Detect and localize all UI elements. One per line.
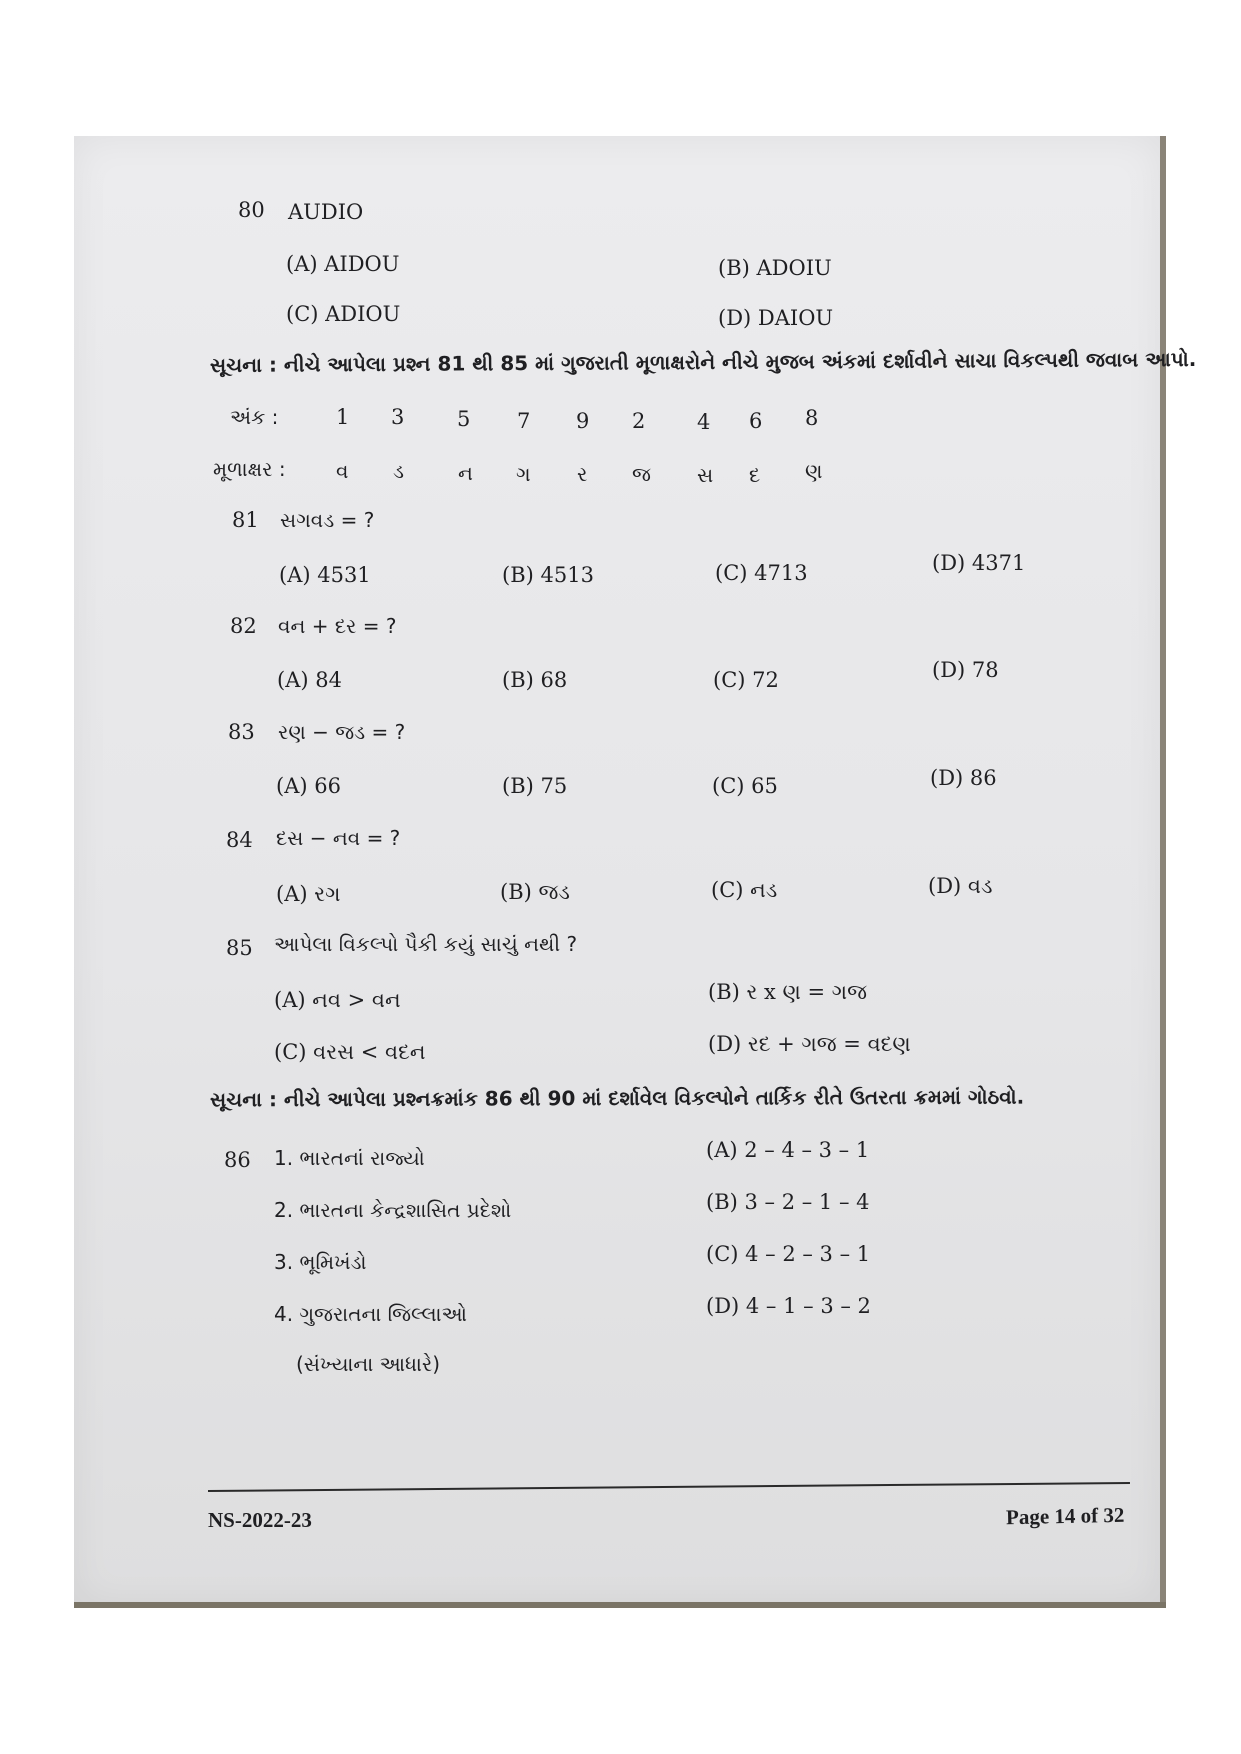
- question-83-option-c: (C) 65: [712, 774, 778, 798]
- question-80-number: 80: [238, 198, 265, 222]
- question-86-number: 86: [224, 1148, 251, 1172]
- question-84-text: દસ − નવ = ?: [276, 826, 401, 850]
- question-85-option-a: (A) નવ > વન: [274, 988, 401, 1012]
- letter-cell: જ: [632, 462, 651, 486]
- question-81-option-b: (B) 4513: [502, 563, 594, 587]
- question-85-option-c: (C) વરસ < વદન: [274, 1040, 426, 1064]
- letter-cell: ગ: [516, 462, 531, 486]
- question-84-option-a: (A) રગ: [276, 882, 341, 906]
- question-85-option-d: (D) રદ + ગજ = વદણ: [708, 1032, 911, 1056]
- question-81-option-d: (D) 4371: [932, 551, 1026, 575]
- letter-cell: ર: [577, 462, 588, 486]
- digit-cell: 9: [576, 409, 590, 433]
- question-81-option-a: (A) 4531: [279, 563, 371, 587]
- question-82-text: વન + દર = ?: [278, 614, 397, 638]
- question-84-number: 84: [226, 828, 253, 852]
- footer-paper-code: NS-2022-23: [208, 1508, 312, 1532]
- letter-cell: ણ: [805, 459, 823, 483]
- question-83-option-d: (D) 86: [930, 766, 997, 790]
- digit-cell: 4: [697, 410, 711, 434]
- letter-cell: ડ: [393, 459, 404, 483]
- letter-cell: દ: [749, 463, 761, 487]
- paper-bottom-edge: [74, 1602, 1166, 1608]
- question-80-option-b: (B) ADOIU: [718, 256, 832, 280]
- question-85-number: 85: [226, 936, 253, 960]
- question-81-text: સગવડ = ?: [280, 508, 375, 532]
- question-80-text: AUDIO: [288, 200, 364, 224]
- question-86-item: 3. ભૂમિખંડો: [274, 1250, 367, 1274]
- question-83-option-a: (A) 66: [276, 774, 341, 798]
- digit-cell: 1: [336, 405, 350, 429]
- digits-row-label: અંક :: [230, 405, 279, 429]
- question-82-option-d: (D) 78: [932, 658, 999, 682]
- question-82-option-b: (B) 68: [502, 668, 568, 692]
- question-86-option-d: (D) 4 – 1 – 3 – 2: [706, 1294, 871, 1318]
- question-86-option-a: (A) 2 – 4 – 3 – 1: [706, 1138, 870, 1162]
- letter-cell: વ: [336, 459, 349, 483]
- question-80-option-c: (C) ADIOU: [286, 302, 401, 326]
- question-86-option-c: (C) 4 – 2 – 3 – 1: [706, 1242, 871, 1266]
- letter-cell: ન: [458, 461, 473, 485]
- question-85-text: આપેલા વિકલ્પો પૈકી કયું સાચું નથી ?: [274, 932, 578, 956]
- question-86-item: 2. ભારતના કેન્દ્રશાસિત પ્રદેશો: [274, 1198, 512, 1222]
- question-83-option-b: (B) 75: [502, 774, 568, 798]
- question-82-option-a: (A) 84: [277, 668, 342, 692]
- question-84-option-b: (B) જડ: [500, 880, 570, 904]
- question-81-option-c: (C) 4713: [715, 561, 808, 585]
- question-86-option-b: (B) 3 – 2 – 1 – 4: [706, 1190, 870, 1214]
- question-86-item: 1. ભારતનાં રાજ્યો: [274, 1146, 425, 1170]
- digit-cell: 7: [517, 409, 531, 433]
- instruction-note-2: સૂચના : નીચે આપેલા પ્રશ્નક્રમાંક 86 થી 90 માં દર્શાવેલ વિકલ્પોને તાર્કિક રીતે ઉતરતા ક્રમમાં ગોઠવો.: [209, 1084, 1025, 1112]
- letter-cell: સ: [697, 463, 714, 487]
- question-82-number: 82: [230, 614, 257, 638]
- question-83-text: રણ − જડ = ?: [278, 720, 406, 744]
- question-85-option-b: (B) ર x ણ = ગજ: [708, 980, 867, 1004]
- instruction-note-1: સૂચના : નીચે આપેલા પ્રશ્ન 81 થી 85 માં ગુજરાતી મૂળાક્ષરોને નીચે મુજબ અંકમાં દર્શાવીને સાચા વિકલ્પથી જવાબ આપો.: [209, 346, 1197, 378]
- question-80-option-d: (D) DAIOU: [718, 306, 834, 330]
- letters-row-label: મૂળાક્ષર :: [213, 457, 286, 481]
- footer-page-number: Page 14 of 32: [1005, 1502, 1125, 1530]
- question-81-number: 81: [232, 508, 259, 532]
- question-82-option-c: (C) 72: [713, 668, 779, 692]
- question-86-item: 4. ગુજરાતના જિલ્લાઓ: [274, 1302, 467, 1326]
- question-86-item-note: (સંખ્યાના આધારે): [296, 1352, 441, 1376]
- question-83-number: 83: [228, 720, 255, 744]
- digit-cell: 6: [749, 409, 763, 433]
- question-84-option-c: (C) નડ: [711, 878, 778, 902]
- digit-cell: 3: [391, 405, 405, 429]
- digit-cell: 8: [805, 406, 819, 430]
- digit-cell: 5: [457, 407, 471, 431]
- digit-cell: 2: [632, 409, 646, 433]
- question-84-option-d: (D) વડ: [928, 874, 993, 898]
- question-80-option-a: (A) AIDOU: [286, 252, 400, 276]
